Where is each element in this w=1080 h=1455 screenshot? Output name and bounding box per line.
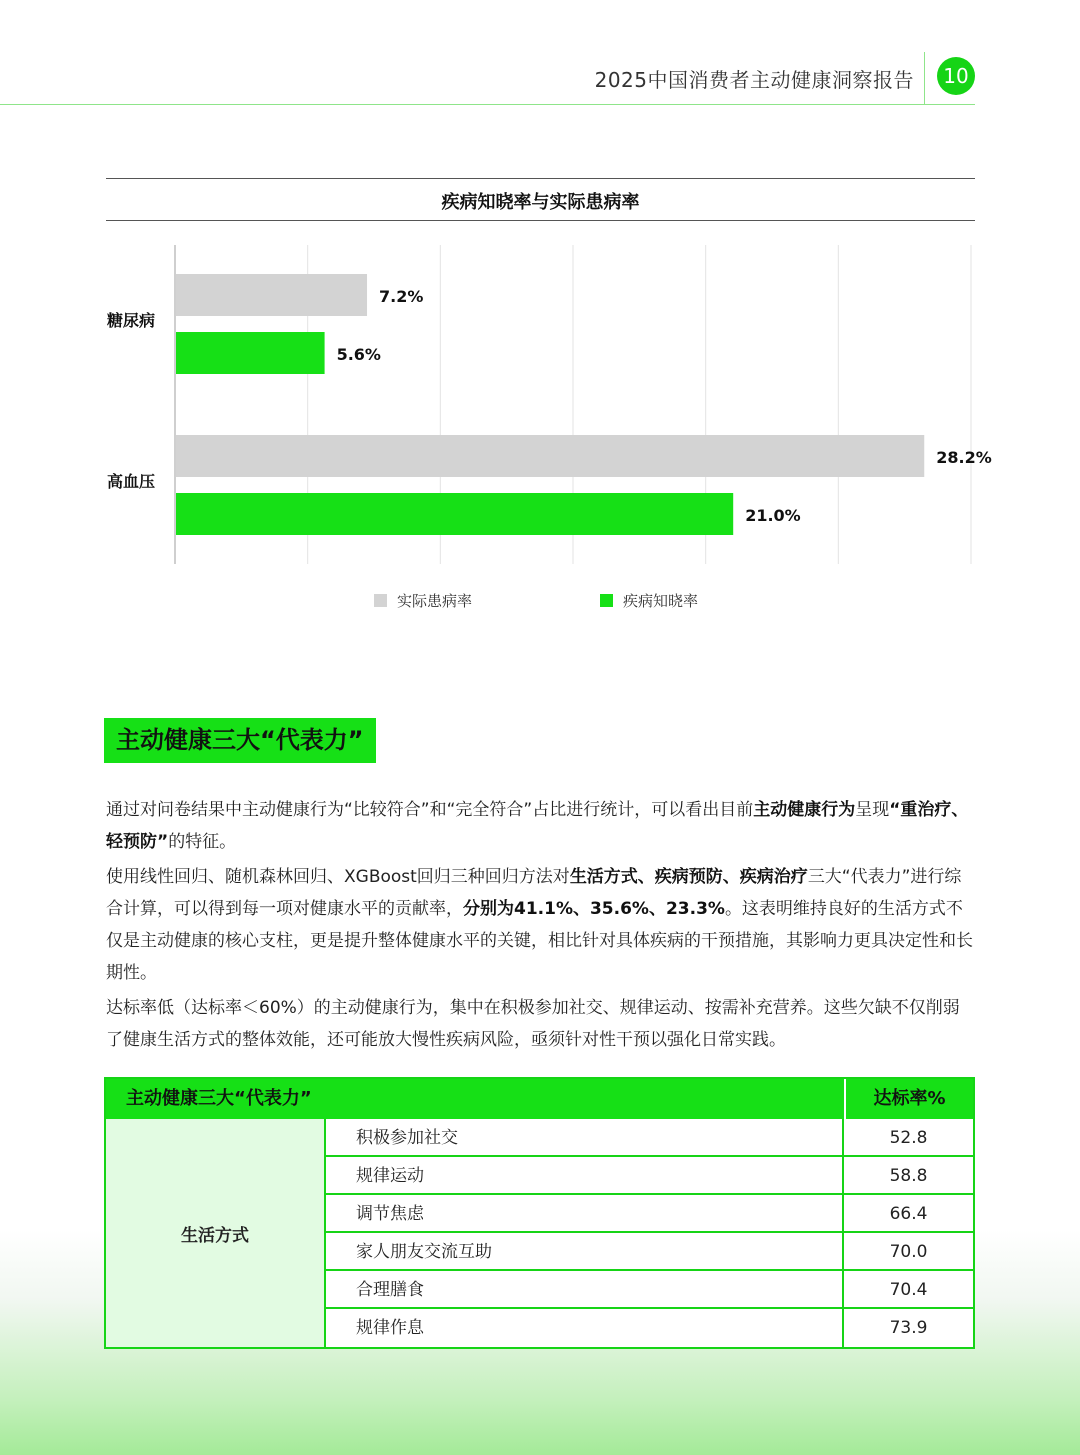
table-cell-behavior: 家人朋友交流互助 [326, 1233, 844, 1269]
legend-label-awareness: 疾病知晓率 [623, 592, 699, 610]
data-label: 7.2% [379, 287, 424, 306]
bar-chart [100, 240, 1000, 620]
table-row [326, 1271, 973, 1309]
table-row [326, 1309, 973, 1347]
data-label: 5.6% [336, 345, 381, 364]
paragraph-2 [106, 861, 976, 989]
legend-item-actual [374, 590, 472, 611]
chart-legend [100, 590, 1000, 614]
category-label: 糖尿病 [107, 311, 156, 330]
legend-label-actual: 实际患病率 [397, 592, 473, 610]
p2-bold-b: 生活方式、疾病预防、疾病治疗 [569, 867, 808, 887]
table-cell-behavior: 调节焦虑 [326, 1195, 844, 1231]
header-divider [0, 104, 975, 105]
category-label: 高血压 [107, 472, 156, 491]
bar-awareness [176, 493, 733, 535]
table-row [326, 1119, 973, 1157]
chart-title: 疾病知晓率与实际患病率 [441, 192, 640, 213]
section-heading: 主动健康三大“代表力” [104, 718, 376, 763]
page-number-badge: 10 [937, 57, 975, 95]
paragraph-3: 达标率低（达标率＜60%）的主动健康行为，集中在积极参加社交、规律运动、按需补充营养。这些欠缺不仅削弱了健康生活方式的整体效能，还可能放大慢性疾病风险，亟须针对性干预以强化日常实践。 [106, 998, 960, 1050]
p1-bold-b: 主动健康行为 [753, 800, 856, 820]
representative-force-table [104, 1077, 975, 1349]
p1-text-c: 呈现 [855, 800, 890, 820]
table-cell-rate: 70.4 [889, 1280, 928, 1300]
table-row [326, 1233, 973, 1271]
table-cell-behavior: 积极参加社交 [326, 1119, 844, 1155]
table-cell-rate: 73.9 [889, 1318, 928, 1338]
table-rows [326, 1119, 973, 1347]
bar-chart-svg [100, 240, 1000, 580]
p2-text-a: 使用线性回归、随机森林回归、XGBoost回归三种回归方法对 [106, 867, 570, 887]
p1-text-a: 通过对问卷结果中主动健康行为“比较符合”和“完全符合”占比进行统计，可以看出目前 [106, 800, 754, 820]
page-header [0, 0, 1080, 106]
table-cell-rate: 70.0 [889, 1242, 928, 1262]
table-cell-rate: 58.8 [889, 1166, 928, 1186]
legend-item-awareness [600, 590, 698, 611]
data-label: 21.0% [745, 506, 801, 525]
table-header [106, 1079, 973, 1119]
bar-actual [176, 435, 924, 477]
p2-bold-d: 分别为41.1%、35.6%、23.3% [463, 899, 725, 919]
table-body [106, 1119, 973, 1347]
table-cell-rate: 52.8 [889, 1128, 928, 1148]
table-cell-behavior: 规律运动 [326, 1157, 844, 1193]
chart-title-rule-bottom [106, 220, 975, 221]
table-category-cell: 生活方式 [106, 1119, 326, 1347]
data-label: 28.2% [936, 448, 992, 467]
table-cell-behavior: 规律作息 [326, 1309, 844, 1347]
legend-swatch-awareness [600, 594, 613, 607]
report-title: 2025中国消费者主动健康洞察报告 [594, 68, 914, 92]
table-header-category: 主动健康三大“代表力” [106, 1079, 846, 1119]
table-header-rate: 达标率% [873, 1088, 946, 1109]
table-row [326, 1157, 973, 1195]
p2-text-c: 三大“代表力”进行综合计算，可以得到每一项对健康水平的贡献率， [106, 867, 962, 919]
table-row [326, 1195, 973, 1233]
p1-text-e: 的特征。 [168, 832, 237, 852]
paragraph-1 [106, 794, 976, 858]
header-separator [924, 52, 925, 104]
p1-bold-d: “重治疗、轻预防” [106, 800, 969, 852]
chart-title-rule-top [106, 178, 975, 179]
legend-swatch-actual [374, 594, 387, 607]
table-cell-rate: 66.4 [889, 1204, 928, 1224]
bar-actual [176, 274, 367, 316]
bar-awareness [176, 332, 325, 374]
table-cell-behavior: 合理膳食 [326, 1271, 844, 1307]
p2-text-e: 。这表明维持良好的生活方式不仅是主动健康的核心支柱，更是提升整体健康水平的关键，相比针对具体疾病的干预措施，其影响力更具决定性和长期性。 [106, 899, 973, 983]
